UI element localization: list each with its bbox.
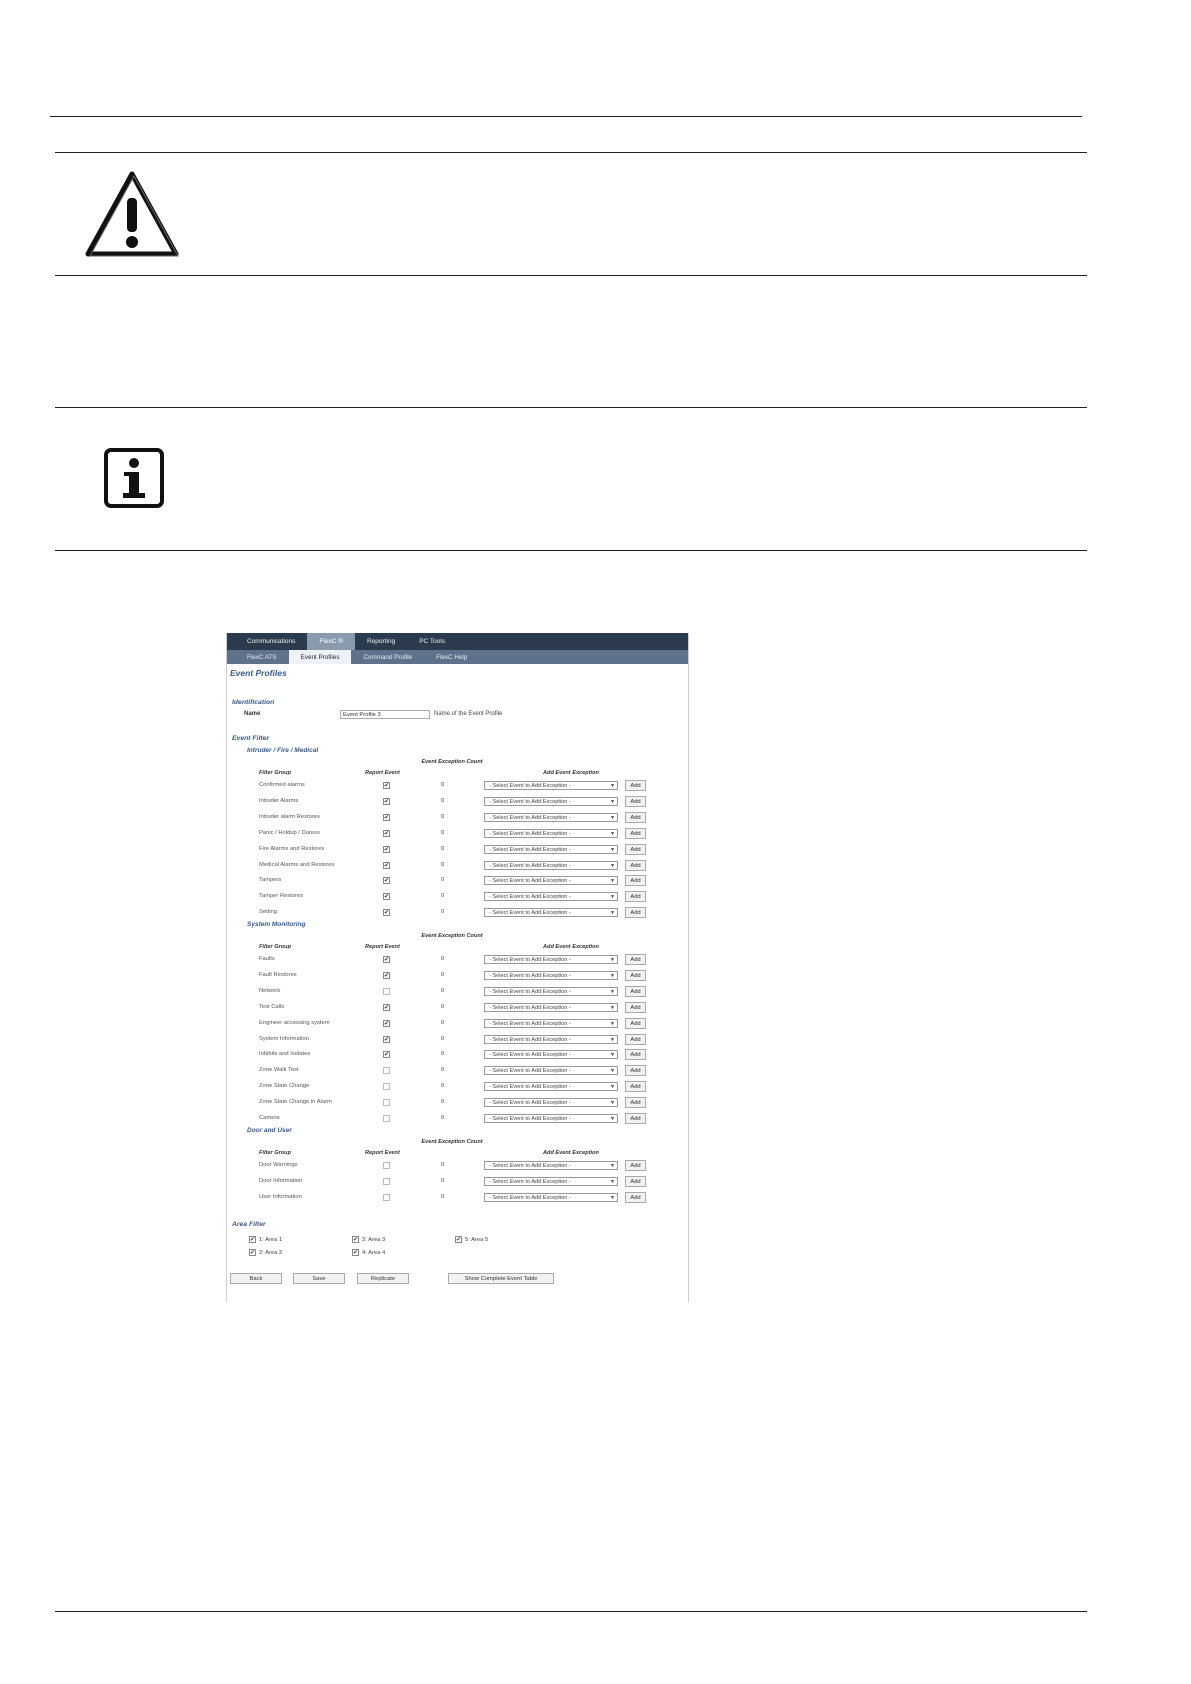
add-exception-header: Add Event Exception [543,770,599,776]
filter-group-header: Filter Group [259,944,292,950]
add-exception-button[interactable]: Add [625,780,646,791]
chevron-down-icon: ▼ [610,1052,615,1059]
select-value: - Select Event to Add Exception - [489,830,571,837]
table-row [227,1176,688,1188]
add-exception-select[interactable] [484,1019,618,1028]
exception-count: 0 [441,1003,445,1010]
add-exception-select[interactable] [484,892,618,901]
report-event-checkbox[interactable]: ✔ [384,1036,390,1043]
filter-group-name: Door Information [259,1177,303,1184]
exception-count: 0 [441,845,445,852]
select-value: - Select Event to Add Exception - [489,1116,571,1122]
report-event-checkbox[interactable]: ✔ [384,830,390,837]
table-row [227,907,688,919]
add-exception-select[interactable] [484,1035,618,1044]
table-row [227,891,688,903]
add-exception-select[interactable] [484,1050,618,1059]
add-exception-select[interactable] [484,1098,618,1107]
table-row [227,1081,688,1093]
add-exception-select[interactable] [484,1003,618,1012]
info-box-bottom-rule [55,550,1087,551]
chevron-down-icon: ▼ [610,1068,615,1075]
subtab-event-profiles[interactable]: Event Profiles [289,650,352,664]
exception-count: 0 [441,1099,445,1106]
table-row [227,970,688,982]
add-exception-button[interactable]: Add [625,1113,646,1124]
identification-title: Identification [232,699,275,706]
area-label: 1: Area 1 [259,1237,283,1244]
report-event-checkbox[interactable]: ✔ [384,798,390,805]
footer-rule [55,1611,1087,1612]
chevron-down-icon: ▼ [610,830,615,837]
area-filter-title: Area Filter [232,1221,266,1228]
add-exception-select[interactable] [484,1177,618,1186]
table-row [227,844,688,856]
name-hint: Name of the Event Profile [434,711,503,717]
area-checkbox-item[interactable] [249,1249,282,1256]
area-checkbox[interactable]: ✔ [456,1237,462,1243]
add-exception-select[interactable] [484,955,618,964]
report-event-checkbox[interactable]: ✔ [384,814,390,821]
select-value: - Select Event to Add Exception - [489,1036,571,1043]
select-value: - Select Event to Add Exception - [489,1163,571,1169]
exception-count: 0 [441,1051,445,1058]
area-checkbox-item[interactable] [352,1236,385,1243]
add-exception-button[interactable]: Add [625,860,646,871]
select-value: - Select Event to Add Exception - [489,862,571,869]
table-row [227,1018,688,1030]
report-event-checkbox[interactable]: ✔ [384,972,390,979]
group-title: Door and User [247,1127,292,1134]
warning-box-bottom-rule [55,275,1087,276]
add-exception-button[interactable]: Add [625,1034,646,1045]
exception-count: 0 [441,971,445,978]
report-event-checkbox[interactable]: ✔ [384,846,390,853]
select-value: - Select Event to Add Exception - [489,972,571,979]
report-event-checkbox[interactable] [383,1099,390,1106]
filter-group-name: Fire Alarms and Restores [259,845,325,852]
add-exception-header: Add Event Exception [543,944,599,950]
report-event-checkbox[interactable]: ✔ [384,1004,390,1011]
area-label: 5: Area 5 [465,1237,489,1244]
add-exception-select[interactable] [484,845,618,854]
area-label: 3: Area 3 [362,1237,386,1244]
tab-reporting[interactable]: Reporting [367,638,396,645]
report-event-header: Report Event [365,1150,400,1156]
area-checkbox-item[interactable] [249,1236,282,1243]
add-exception-select[interactable] [484,1114,618,1123]
select-value: - Select Event to Add Exception - [489,1004,571,1011]
report-event-checkbox[interactable] [383,1178,390,1185]
name-input[interactable]: Event Profile 3 [340,710,430,719]
chevron-down-icon: ▼ [610,846,615,853]
filter-group-name: Door Warnings [259,1162,298,1168]
chevron-down-icon: ▼ [610,862,615,869]
filter-group-name: Zone Walk Test [259,1067,299,1074]
warning-icon [84,170,180,258]
filter-group-name: System Information [259,1035,309,1042]
table-row [227,1097,688,1109]
table-row [227,1160,688,1172]
add-exception-button[interactable]: Add [625,1160,646,1171]
filter-group-name: Confirmed alarms [259,782,305,788]
page-title: Event Profiles [230,668,287,678]
chevron-down-icon: ▼ [610,1084,615,1091]
add-exception-select[interactable] [484,1161,618,1170]
table-row [227,828,688,840]
subtab-flexc-ats[interactable]: FlexC ATS [247,653,277,661]
add-exception-select[interactable] [484,908,618,917]
filter-group-name: Intruder alarm Restores [259,813,320,820]
add-exception-button[interactable]: Add [625,796,646,807]
group-title: System Monitoring [247,921,306,928]
add-exception-select[interactable] [484,813,618,822]
exception-count: 0 [441,893,445,900]
report-event-checkbox[interactable] [383,1115,390,1122]
add-exception-select[interactable] [484,781,618,790]
exception-count: 0 [441,956,445,962]
add-exception-select[interactable] [484,1082,618,1091]
exception-count: 0 [441,1162,445,1168]
area-checkbox[interactable]: ✔ [353,1237,359,1243]
exception-count: 0 [441,877,445,884]
filter-group-name: Zone State Change [259,1083,310,1090]
add-exception-select[interactable] [484,987,618,996]
subtab-flexc-help[interactable]: FlexC Help [436,653,468,661]
select-value: - Select Event to Add Exception - [489,910,571,917]
filter-group-name: User Information [259,1193,302,1200]
filter-group-name: Setting [259,909,278,916]
chevron-down-icon: ▼ [610,783,615,789]
filter-group-name: Network [259,987,281,994]
table-row [227,1065,688,1077]
subtab-command-profile[interactable]: Command Profile [363,653,413,661]
exception-count: 0 [441,1193,445,1200]
area-checkbox[interactable]: ✔ [250,1250,256,1256]
tab-flexc[interactable]: FlexC ® [307,633,355,650]
chevron-down-icon: ▼ [610,1116,615,1122]
exception-count: 0 [441,909,445,916]
chevron-down-icon: ▼ [610,1100,615,1107]
exception-count: 0 [441,813,445,820]
filter-group-name: Faults [259,956,275,962]
select-value: - Select Event to Add Exception - [489,783,571,789]
chevron-down-icon: ▼ [610,957,615,963]
replicate-button[interactable]: Replicate [357,1273,409,1284]
chevron-down-icon: ▼ [610,1020,615,1027]
add-exception-button[interactable]: Add [625,891,646,902]
table-row [227,875,688,887]
chevron-down-icon: ▼ [610,910,615,917]
select-value: - Select Event to Add Exception - [489,988,571,995]
chevron-down-icon: ▼ [610,972,615,979]
chevron-down-icon: ▼ [610,894,615,901]
show-complete-event-table-button[interactable]: Show Complete Event Table [448,1273,554,1284]
event-profiles-screenshot [226,633,689,1302]
chevron-down-icon: ▼ [610,1178,615,1185]
add-exception-header: Add Event Exception [543,1150,599,1156]
back-button[interactable]: Back [230,1273,282,1284]
report-event-checkbox[interactable]: ✔ [384,1020,390,1027]
add-exception-button[interactable]: Add [625,1097,646,1108]
chevron-down-icon: ▼ [610,988,615,995]
table-row [227,1002,688,1014]
add-exception-select[interactable] [484,829,618,838]
table-row [227,812,688,824]
add-exception-select[interactable] [484,971,618,980]
select-value: - Select Event to Add Exception - [489,957,571,963]
exception-count: 0 [441,1115,445,1121]
exception-count: 0 [441,829,445,836]
select-value: - Select Event to Add Exception - [489,878,571,885]
filter-group-header: Filter Group [259,1150,292,1156]
exception-count: 0 [441,1067,445,1074]
filter-group-name: Zone State Change in Alarm [259,1099,332,1106]
report-event-checkbox[interactable]: ✔ [384,783,390,789]
filter-group-name: Tampers [259,877,282,884]
area-checkbox-item[interactable] [455,1236,488,1243]
exception-count: 0 [441,1035,445,1042]
add-exception-button[interactable]: Add [625,1002,646,1013]
area-label: 2: Area 2 [259,1250,283,1257]
info-box-top-rule [55,407,1087,408]
tab-communications[interactable]: Communications [247,638,296,645]
select-value: - Select Event to Add Exception - [489,1068,571,1075]
area-label: 4: Area 4 [362,1250,386,1257]
exception-count: 0 [441,1019,445,1026]
filter-group-name: Test Calls [259,1003,285,1010]
select-value: - Select Event to Add Exception - [489,1100,571,1107]
filter-group-name: Tamper Restores [259,893,304,900]
report-event-checkbox[interactable] [383,988,390,995]
add-exception-select[interactable] [484,876,618,885]
exception-count: 0 [441,861,445,868]
add-exception-select[interactable] [484,1066,618,1075]
report-event-checkbox[interactable] [383,1067,390,1074]
exception-count: 0 [441,1083,445,1090]
select-value: - Select Event to Add Exception - [489,1194,571,1201]
header-rule [50,116,1082,117]
filter-group-name: Engineer accessing system [259,1019,330,1026]
report-event-checkbox[interactable] [383,1083,390,1090]
report-event-checkbox[interactable]: ✔ [384,878,390,885]
report-event-checkbox[interactable] [383,1162,390,1169]
add-exception-button[interactable]: Add [625,1176,646,1187]
filter-group-name: Medical Alarms and Restores [259,861,335,868]
add-exception-button[interactable]: Add [625,970,646,981]
add-exception-button[interactable]: Add [625,828,646,839]
tab-pc-tools[interactable]: PC Tools [419,638,446,645]
filter-group-name: Inhibits and Isolates [259,1051,311,1058]
add-exception-button[interactable]: Add [625,1049,646,1060]
chevron-down-icon: ▼ [610,814,615,821]
add-exception-button[interactable]: Add [625,986,646,997]
report-event-checkbox[interactable]: ✔ [384,910,390,917]
add-exception-button[interactable]: Add [625,1192,646,1203]
table-row [227,954,688,966]
report-event-checkbox[interactable]: ✔ [384,1052,390,1059]
select-value: - Select Event to Add Exception - [489,1020,571,1027]
filter-group-name: Fault Restores [259,971,297,978]
add-exception-button[interactable]: Add [625,907,646,918]
save-button[interactable]: Save [293,1273,345,1284]
exception-count: 0 [441,782,445,788]
add-exception-button[interactable]: Add [625,1018,646,1029]
exception-count: 0 [441,797,445,804]
name-label: Name [244,711,261,717]
table-row [227,860,688,872]
exception-count: 0 [441,987,445,994]
filter-group-name: Panic / Holdup / Duress [259,829,320,836]
area-checkbox[interactable]: ✔ [250,1237,256,1243]
exception-count-header: Event Exception Count [421,933,483,939]
chevron-down-icon: ▼ [610,798,615,805]
add-exception-select[interactable] [484,1193,618,1202]
report-event-checkbox[interactable]: ✔ [384,862,390,869]
chevron-down-icon: ▼ [610,1194,615,1201]
table-row [227,1034,688,1046]
report-event-checkbox[interactable]: ✔ [384,894,390,901]
main-tabbar [227,633,688,650]
add-exception-button[interactable]: Add [625,812,646,823]
table-row [227,780,688,792]
report-event-checkbox[interactable]: ✔ [384,957,390,963]
event-filter-title: Event Filter [232,735,270,742]
table-row [227,986,688,998]
exception-count-header: Event Exception Count [421,1139,483,1145]
chevron-down-icon: ▼ [610,1036,615,1043]
report-event-header: Report Event [365,944,400,950]
chevron-down-icon: ▼ [610,1004,615,1011]
table-row [227,796,688,808]
area-checkbox[interactable]: ✔ [353,1250,359,1256]
add-exception-button[interactable]: Add [625,875,646,886]
add-exception-button[interactable]: Add [625,954,646,965]
select-value: - Select Event to Add Exception - [489,1052,571,1059]
add-exception-select[interactable] [484,797,618,806]
add-exception-button[interactable]: Add [625,1081,646,1092]
filter-group-header: Filter Group [259,770,292,776]
report-event-checkbox[interactable] [383,1194,390,1201]
table-row [227,1049,688,1061]
filter-group-name: Intruder Alarms [259,797,299,804]
exception-count: 0 [441,1177,445,1184]
add-exception-button[interactable]: Add [625,844,646,855]
chevron-down-icon: ▼ [610,878,615,885]
group-title: Intruder / Fire / Medical [247,747,319,754]
sub-tabbar [227,650,688,664]
report-event-header: Report Event [365,770,400,776]
select-value: - Select Event to Add Exception - [489,894,571,901]
select-value: - Select Event to Add Exception - [489,1084,571,1091]
select-value: - Select Event to Add Exception - [489,798,571,805]
exception-count-header: Event Exception Count [421,759,483,765]
select-value: - Select Event to Add Exception - [489,814,571,821]
table-row [227,1113,688,1125]
chevron-down-icon: ▼ [610,1163,615,1169]
filter-group-name: Camera [259,1115,280,1121]
select-value: - Select Event to Add Exception - [489,846,571,853]
add-exception-select[interactable] [484,861,618,870]
select-value: - Select Event to Add Exception - [489,1178,571,1185]
add-exception-button[interactable]: Add [625,1065,646,1076]
area-checkbox-item[interactable] [352,1249,385,1256]
table-row [227,1192,688,1204]
warning-box-top-rule [55,152,1087,153]
info-icon [103,447,165,509]
